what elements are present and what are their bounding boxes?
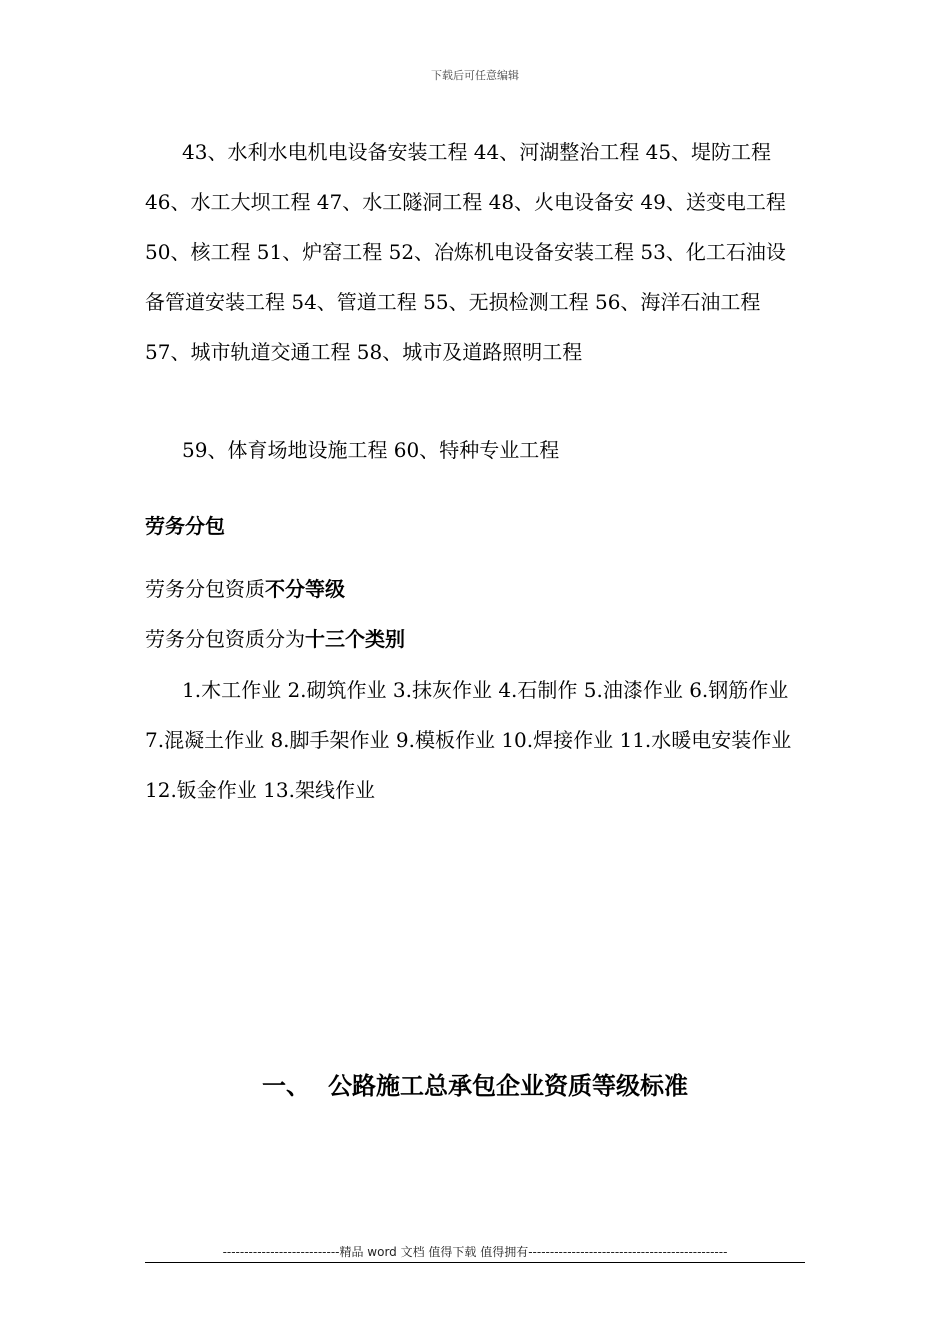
labor-grade-line — [145, 573, 345, 602]
qualification-list-paragraph-2: 59、体育场地设施工程 60、特种专业工程 — [182, 438, 560, 462]
section-number: 一、 — [262, 1072, 310, 1100]
footer-divider — [145, 1262, 805, 1263]
labor-grade-prefix: 劳务分包资质 — [145, 577, 265, 601]
page-footer: ---------------------------精品 word 文档 值得下载 值得拥有---------------------------------------------- — [222, 1245, 728, 1259]
labor-categories-block — [145, 665, 805, 815]
labor-subcontract-heading: 劳务分包 — [145, 514, 225, 538]
qualification-list-paragraph: 43、水利水电机电设备安装工程 44、河湖整治工程 45、堤防工程 46、水工大坝工程 47、水工隧洞工程 48、火电设备安 49、送变电工程 50、核工程 51、炉窑工程 52、冶炼机电设备安装工程 53、化工石油设备管道安装工程 54、管道工程 55、无损检测工程 56、海洋石油工程 57、城市轨道交通工程 58、城市及道路照明工程 — [145, 140, 786, 364]
section-title-text: 公路施工总承包企业资质等级标准 — [328, 1072, 688, 1100]
qualification-list-block — [145, 127, 805, 377]
page-header: 下载后可任意编辑 — [431, 69, 519, 82]
qualification-list-block-2 — [145, 425, 805, 475]
labor-category-prefix: 劳务分包资质分为 — [145, 627, 305, 651]
labor-categories-paragraph: 1.木工作业 2.砌筑作业 3.抹灰作业 4.石制作 5.油漆作业 6.钢筋作业 7.混凝土作业 8.脚手架作业 9.模板作业 10.焊接作业 11.水暖电安装作业 12.钣金作业 13.架线作业 — [145, 678, 792, 802]
labor-category-line — [145, 623, 405, 652]
section-title — [0, 1066, 950, 1101]
labor-grade-emphasis: 不分等级 — [265, 577, 345, 601]
labor-category-emphasis: 十三个类别 — [305, 627, 405, 651]
